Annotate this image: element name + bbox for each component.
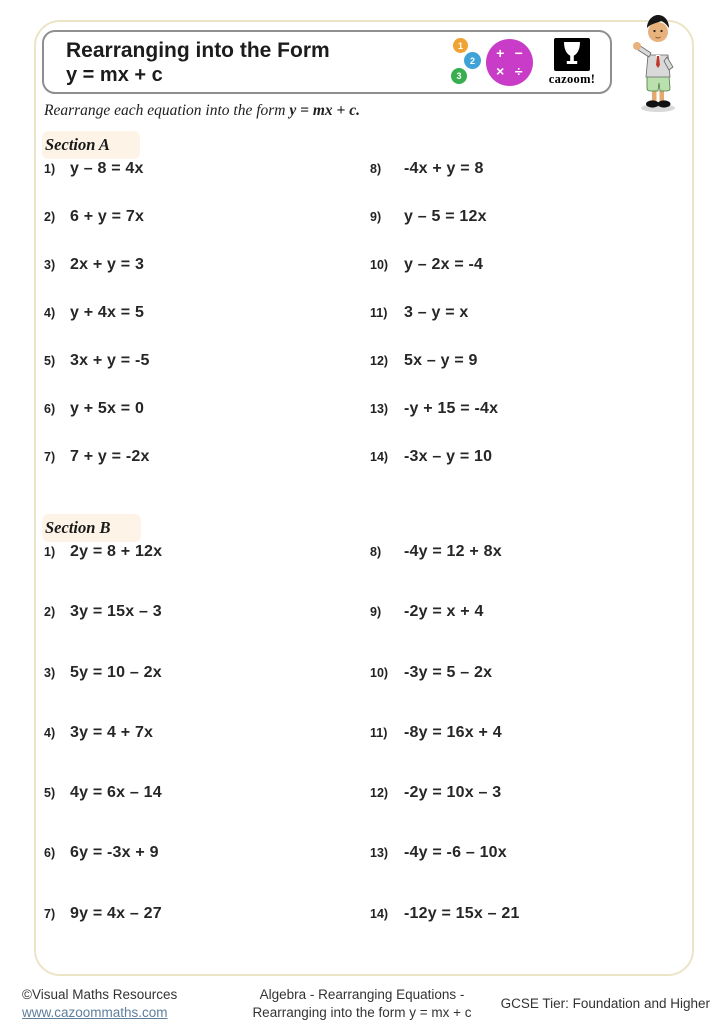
equation-item	[44, 724, 344, 784]
equation-item	[370, 603, 670, 663]
item-number: 2)	[44, 210, 56, 224]
item-number: 2)	[44, 605, 56, 620]
item-number: 10)	[370, 258, 389, 272]
equation-item	[44, 543, 344, 603]
item-number: 12)	[370, 786, 389, 801]
multiply-icon: ×	[496, 63, 505, 80]
item-number: 7)	[44, 906, 56, 921]
item-number: 7)	[44, 450, 56, 464]
instruction-math: y = mx + c.	[289, 102, 360, 119]
equation-item	[370, 400, 670, 448]
footer-topic-line2: Rearranging into the form y = mx + c	[252, 1005, 472, 1021]
item-number: 6)	[44, 846, 56, 861]
equation-text: 7 + y = -2x	[70, 448, 150, 465]
equation-text: -4x + y = 8	[404, 160, 484, 177]
worksheet-title	[44, 38, 444, 85]
item-number: 4)	[44, 306, 56, 320]
item-number: 14)	[370, 450, 389, 464]
item-number: 6)	[44, 402, 56, 416]
equation-item	[370, 256, 670, 304]
equation-item	[44, 905, 344, 965]
section-label: Section A	[42, 131, 140, 159]
item-number: 10)	[370, 665, 389, 680]
equation-item	[370, 905, 670, 965]
equation-text: -2y = 10x – 3	[404, 784, 502, 802]
equation-text: -y + 15 = -4x	[404, 400, 499, 417]
item-number: 14)	[370, 906, 389, 921]
equation-item	[370, 664, 670, 724]
equation-item	[370, 543, 670, 603]
goblet-icon	[554, 38, 590, 71]
equation-text: 4y = 6x – 14	[70, 784, 162, 802]
item-number: 5)	[44, 354, 56, 368]
minus-icon: −	[514, 44, 523, 61]
equation-item	[370, 208, 670, 256]
section-b-right-column	[370, 543, 670, 965]
equation-text: 9y = 4x – 27	[70, 904, 162, 922]
equation-text: y + 4x = 5	[70, 304, 145, 321]
equation-text: -3x – y = 10	[404, 448, 493, 465]
item-number: 4)	[44, 725, 56, 740]
equation-text: 5x – y = 9	[404, 352, 478, 369]
badge-2-icon: 2	[464, 52, 481, 69]
equation-item	[370, 448, 670, 496]
equation-text: 2x + y = 3	[70, 256, 145, 273]
section-a-left-column	[44, 160, 344, 496]
equation-text: 5y = 10 – 2x	[70, 663, 162, 681]
equation-item	[370, 844, 670, 904]
equation-item	[370, 304, 670, 352]
item-number: 3)	[44, 258, 56, 272]
student-character-illustration	[626, 8, 688, 120]
item-number: 5)	[44, 786, 56, 801]
brand-name: cazoom!	[548, 71, 596, 86]
item-number: 1)	[44, 545, 56, 559]
equation-text: y + 5x = 0	[70, 400, 145, 417]
equation-text: 6 + y = 7x	[70, 208, 145, 225]
instruction-lead: Rearrange each equation into the form	[44, 102, 286, 119]
operators-circle-icon	[486, 39, 533, 86]
equation-item	[44, 352, 344, 400]
item-number: 11)	[370, 306, 388, 320]
footer-left	[22, 986, 177, 1022]
equation-item	[370, 784, 670, 844]
badge-1-icon: 1	[453, 38, 468, 53]
section-b-left-column	[44, 543, 344, 965]
footer-topic-line1: Algebra - Rearranging Equations -	[259, 987, 465, 1002]
number-badges	[444, 35, 486, 89]
equation-item	[44, 208, 344, 256]
item-number: 12)	[370, 354, 389, 368]
item-number: 11)	[370, 725, 388, 740]
section-label: Section B	[42, 514, 141, 542]
equation-item	[44, 160, 344, 208]
equation-text: -4y = 12 + 8x	[404, 543, 502, 560]
badge-3-icon: 3	[451, 68, 467, 84]
item-number: 9)	[370, 605, 382, 620]
item-number: 8)	[370, 162, 382, 176]
cazoom-logo	[444, 35, 610, 89]
copyright-text: ©Visual Maths Resources	[22, 987, 178, 1002]
equation-text: y – 2x = -4	[404, 256, 484, 273]
item-number: 3)	[44, 665, 56, 680]
equation-item	[44, 256, 344, 304]
item-number: 13)	[370, 846, 389, 861]
equation-text: 3 – y = x	[404, 304, 469, 321]
equation-text: -2y = x + 4	[404, 603, 484, 621]
instruction-text	[44, 102, 360, 120]
equation-text: 3y = 4 + 7x	[70, 723, 154, 741]
footer-tier-label: GCSE Tier: Foundation and Higher	[500, 996, 710, 1011]
plus-icon: +	[496, 44, 505, 61]
equation-text: -3y = 5 – 2x	[404, 663, 493, 681]
equation-item	[44, 304, 344, 352]
divide-icon: ÷	[514, 63, 523, 80]
equation-item	[44, 844, 344, 904]
equation-item	[44, 448, 344, 496]
equation-text: 2y = 8 + 12x	[70, 543, 163, 560]
item-number: 1)	[44, 162, 56, 176]
item-number: 13)	[370, 402, 389, 416]
equation-text: -4y = -6 – 10x	[404, 844, 507, 862]
equation-item	[44, 664, 344, 724]
item-number: 9)	[370, 210, 382, 224]
equation-item	[370, 724, 670, 784]
equation-text: 3y = 15x – 3	[70, 603, 162, 621]
equation-item	[370, 160, 670, 208]
equation-text: y – 5 = 12x	[404, 208, 487, 225]
equation-text: -8y = 16x + 4	[404, 723, 502, 741]
equation-item	[44, 400, 344, 448]
equation-item	[44, 603, 344, 663]
page-title-line1: Rearranging into the Form	[66, 39, 330, 63]
item-number: 8)	[370, 545, 382, 559]
page-title-line2: y = mx + c	[66, 63, 163, 86]
equation-item	[370, 352, 670, 400]
equation-item	[44, 784, 344, 844]
equation-text: 3x + y = -5	[70, 352, 150, 369]
cazoom-brand-mark	[542, 38, 602, 87]
equation-text: -12y = 15x – 21	[404, 904, 520, 922]
equation-text: 6y = -3x + 9	[70, 844, 159, 862]
section-a-right-column	[370, 160, 670, 496]
worksheet-header	[42, 30, 612, 94]
website-link[interactable]: www.cazoommaths.com	[22, 1005, 168, 1021]
equation-text: y – 8 = 4x	[70, 160, 144, 177]
